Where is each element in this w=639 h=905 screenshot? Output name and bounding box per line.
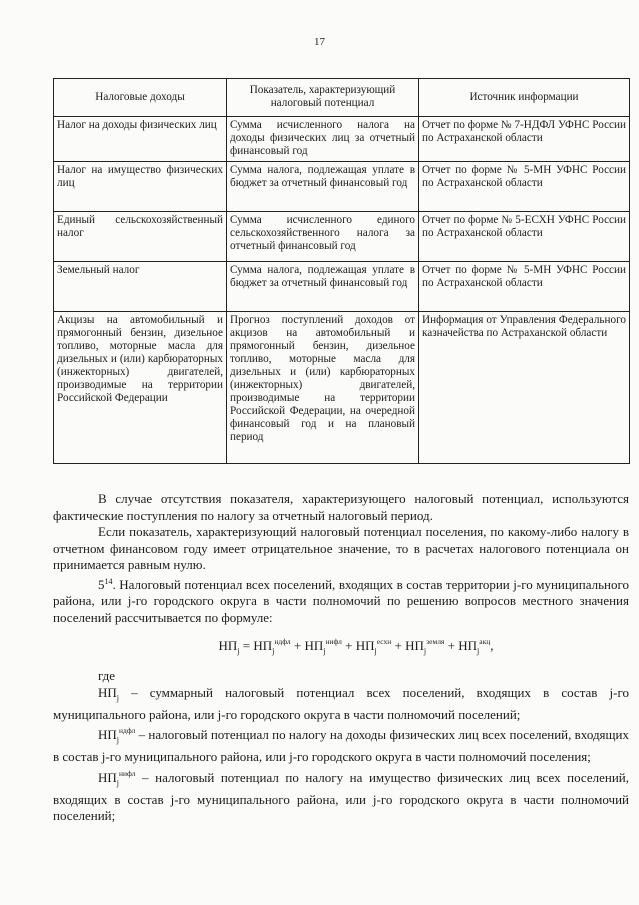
table-row: [54, 262, 630, 312]
cell-tax: Акцизы на автомобильный и прямогонный бензин, дизельное топливо, моторные масла для дизельных и (или) карбюраторных (инжекторных) двигателей, производимые на территории Российской Федерации: [54, 312, 227, 464]
table-row: [54, 212, 630, 262]
where-label: где: [98, 668, 116, 684]
body-text: [53, 491, 629, 825]
cell-source: Информация от Управления Федерального казначейства по Астраханской области: [419, 312, 630, 464]
definition-total-potential: $НП_j$ – суммарный налоговый потенциал всех поселений, входящих в состав j-го муниципального района, или j-го городского округа в части полномочий поселений;: [53, 684, 629, 722]
point-number: 5: [98, 576, 105, 592]
table-row: [54, 117, 630, 162]
cell-tax: Налог на имущество физических лиц: [54, 162, 227, 212]
paragraph-negative-value: Если показатель, характеризующий налоговый потенциал поселения, по какому-либо налогу в отчетном финансовом году имеет отрицательное значение, то в расчетах налогового потенциала он принимается равным нулю.: [53, 524, 629, 572]
cell-source: Отчет по форме № 5-ЕСХН УФНС России по Астраханской области: [419, 212, 630, 262]
cell-indicator: Прогноз поступлений доходов от акцизов на автомобильный и прямогонный бензин, дизельное топливо, моторные масла для дизельных и (или) карбюраторных (инжекторных) двигателей, производимые на территории Российской Федерации, на очередной финансовый год и на плановый период: [227, 312, 419, 464]
table-row: [54, 312, 630, 464]
cell-source: Отчет по форме № 5-МН УФНС России по Астраханской области: [419, 262, 630, 312]
cell-tax: Земельный налог: [54, 262, 227, 312]
header-source: Источник информации: [419, 79, 630, 117]
header-tax-revenue: Налоговые доходы: [54, 79, 227, 117]
cell-tax: Налог на доходы физических лиц: [54, 117, 227, 162]
cell-indicator: Сумма исчисленного единого сельскохозяйственного налога за отчетный финансовый год: [227, 212, 419, 262]
header-indicator: Показатель, характеризующий налоговый потенциал: [227, 79, 419, 117]
page-number: 17: [314, 36, 325, 48]
cell-source: Отчет по форме № 7-НДФЛ УФНС России по Астраханской области: [419, 117, 630, 162]
cell-indicator: Сумма налога, подлежащая уплате в бюджет за отчетный финансовый год: [227, 262, 419, 312]
definition-ndfl-potential: $НП_j^{ндфл}$ – налоговый потенциал по налогу на доходы физических лиц всех поселений, входящих в состав j-го муниципального района, или j-го городского округа в части полномочий поселения;: [53, 726, 630, 765]
paragraph-missing-indicator: В случае отсутствия показателя, характеризующего налоговый потенциал, используются фактические поступления по налогу за отчетный налоговый период.: [53, 491, 629, 523]
table-row: [54, 162, 630, 212]
table-header-row: [54, 79, 630, 117]
formula: $НП_j = НП_j^{ндфл} + НП_j^{нифл} + НП_j^{есхн} + НП_j^{земля} + НП_j^{акц}$,: [218, 637, 494, 656]
point-superscript: 14: [104, 576, 113, 586]
paragraph-point-5: [53, 574, 629, 627]
definition-nifl-potential: $НП_j^{нифл}$ – налоговый потенциал по налогу на имущество физических лиц всех поселений, входящих в состав j-го муниципального района, или j-го городского округа в части полномочий поселений;: [53, 768, 630, 824]
point-text: . Налоговый потенциал всех поселений, входящих в состав территории j-го муниципального района, или j-го городского округа в части полномочий по решению вопросов местного значения поселений рассчитывается по формуле:: [53, 576, 629, 625]
cell-source: Отчет по форме № 5-МН УФНС России по Астраханской области: [419, 162, 630, 212]
cell-indicator: Сумма исчисленного налога на доходы физических лиц за отчетный финансовый год: [227, 117, 419, 162]
cell-tax: Единый сельскохозяйственный налог: [54, 212, 227, 262]
tax-table: [53, 78, 630, 464]
cell-indicator: Сумма налога, подлежащая уплате в бюджет за отчетный финансовый год: [227, 162, 419, 212]
